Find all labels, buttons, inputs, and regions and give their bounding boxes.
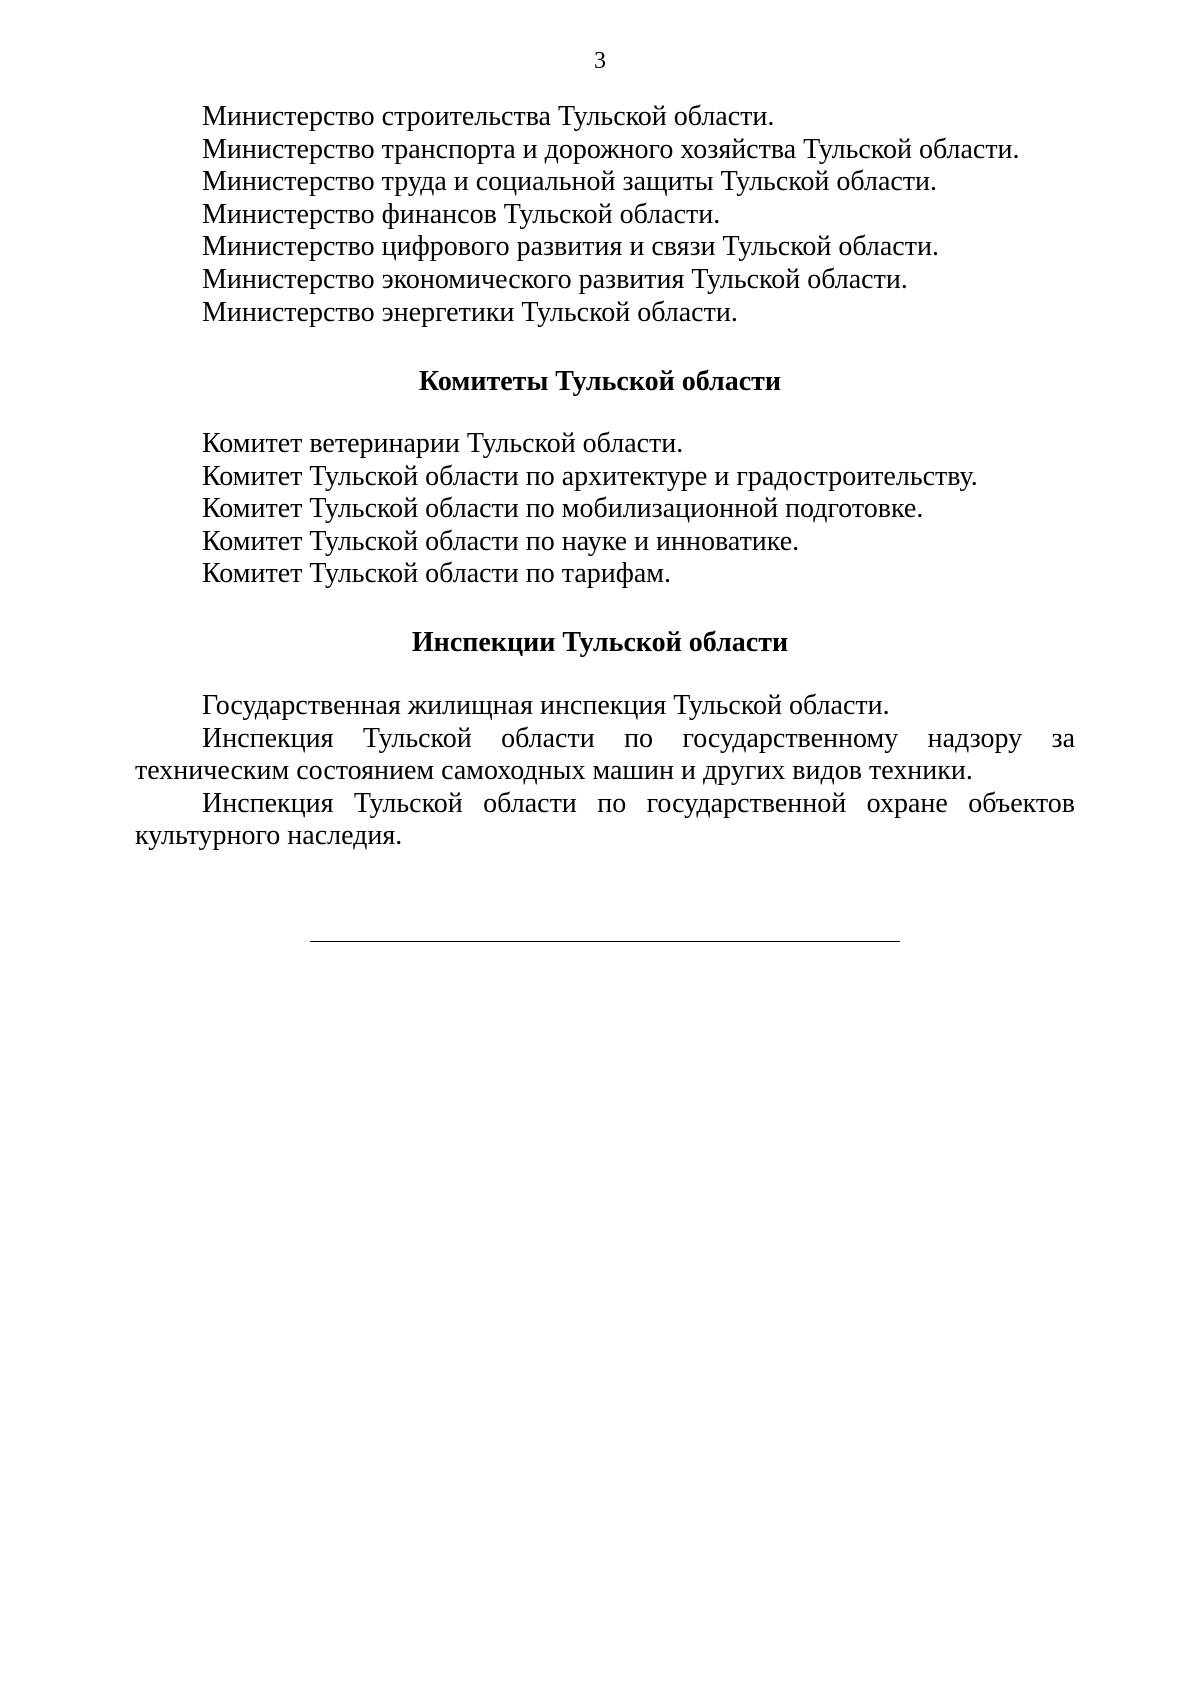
list-item: Инспекция Тульской области по государственному надзору за техническим состоянием самоходных машин и других видов техники. <box>135 722 1075 787</box>
list-item: Комитет Тульской области по мобилизационной подготовке. <box>202 493 924 525</box>
list-item: Министерство цифрового развития и связи Тульской области. <box>202 231 939 263</box>
list-item: Министерство строительства Тульской области. <box>202 101 775 132</box>
inspections-list <box>135 690 1075 853</box>
closing-divider <box>310 941 900 942</box>
list-item: Министерство финансов Тульской области. <box>202 198 721 230</box>
list-item: Министерство труда и социальной защиты Тульской области. <box>202 166 938 198</box>
ministries-list <box>135 101 1075 329</box>
list-item: Комитет Тульской области по науке и инноватике. <box>202 525 800 557</box>
page-number: 3 <box>594 48 606 74</box>
list-item: Комитет Тульской области по тарифам. <box>202 558 672 590</box>
committees-list <box>135 428 1075 591</box>
list-item: Инспекция Тульской области по государственной охране объектов культурного наследия. <box>135 787 1075 852</box>
list-item: Комитет Тульской области по архитектуре и градостроительству. <box>202 460 978 492</box>
list-item: Министерство транспорта и дорожного хозяйства Тульской области. <box>202 133 1020 165</box>
committees-heading: Комитеты Тульской области <box>418 366 782 397</box>
inspections-heading: Инспекции Тульской области <box>411 627 789 658</box>
list-item: Министерство экономического развития Тульской области. <box>202 263 908 295</box>
list-item: Государственная жилищная инспекция Тульской области. <box>202 690 890 721</box>
list-item: Министерство энергетики Тульской области. <box>202 296 738 328</box>
list-item: Комитет ветеринарии Тульской области. <box>202 428 684 459</box>
